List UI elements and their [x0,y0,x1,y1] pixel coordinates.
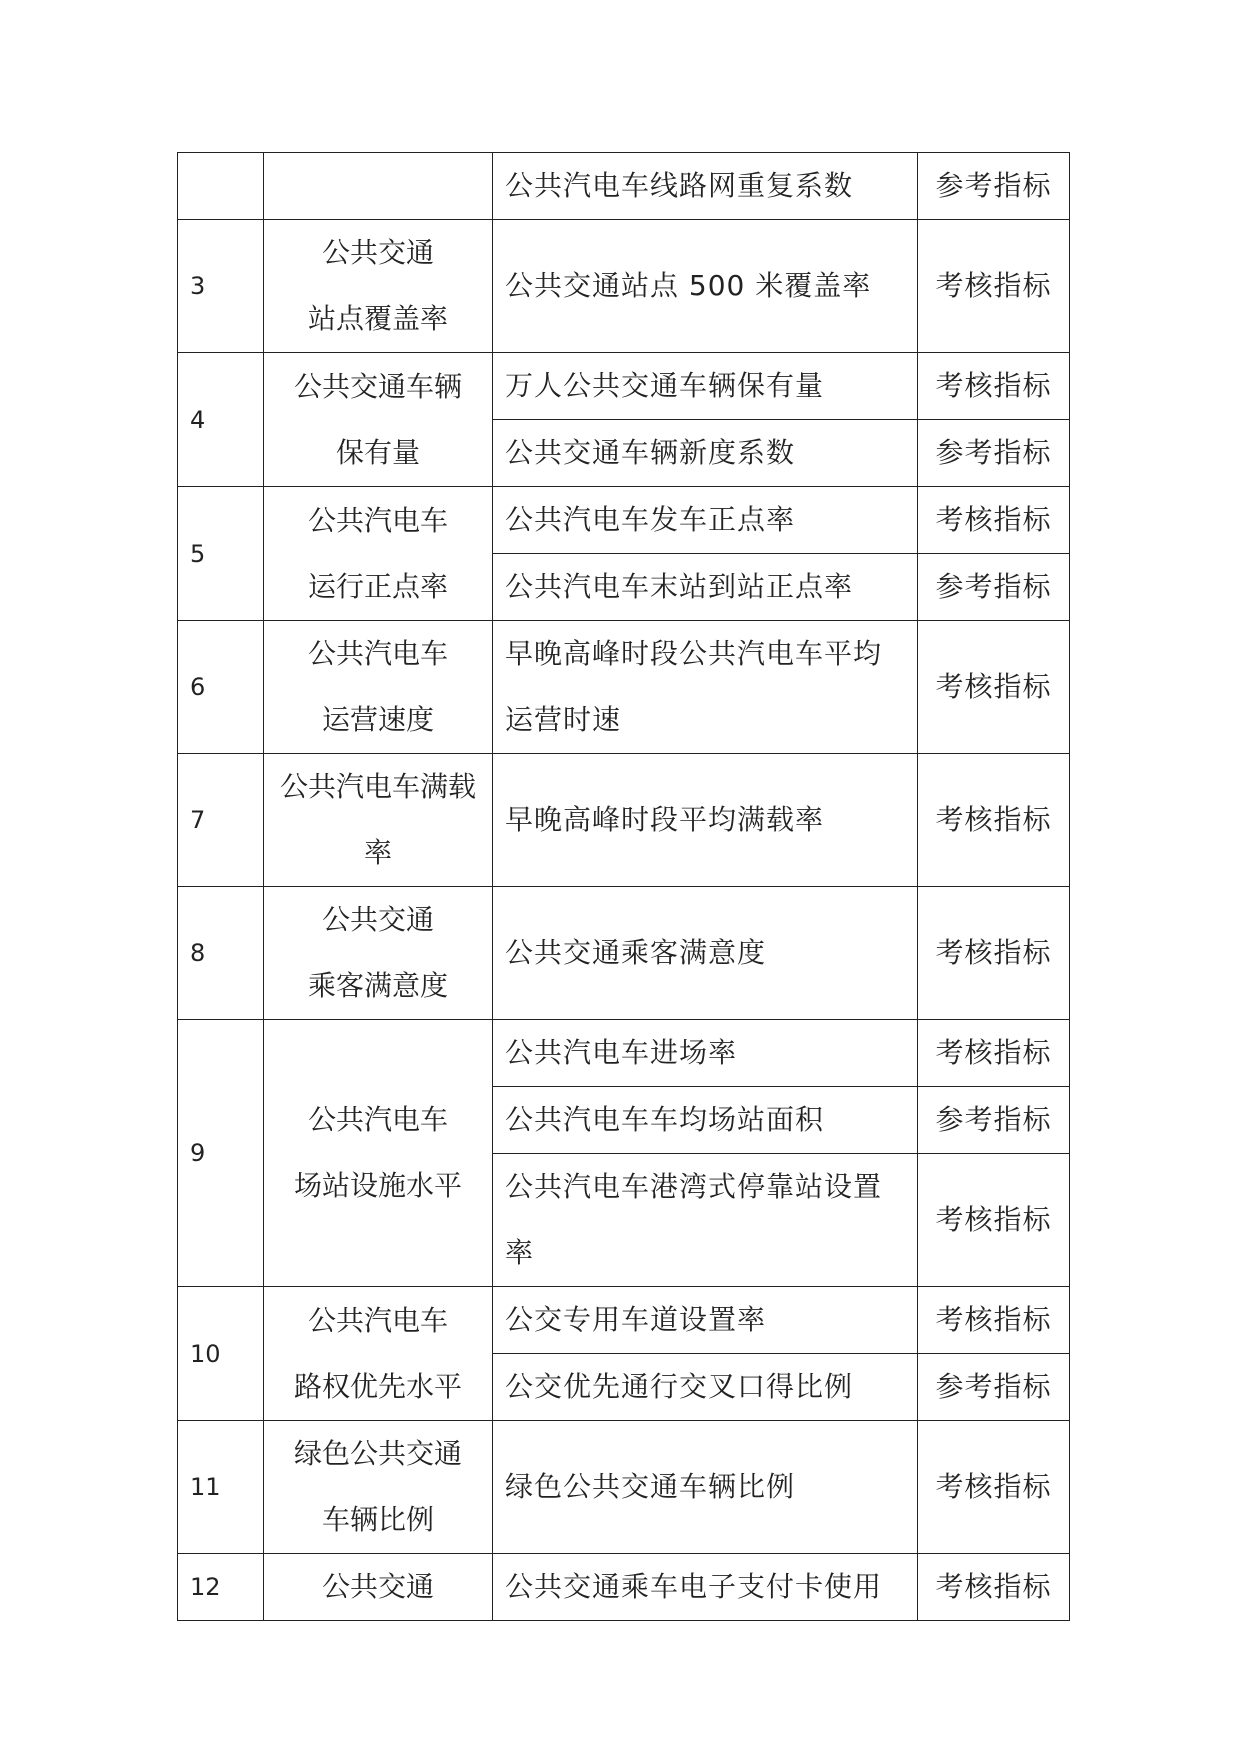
indicator-type: 考核指标 [918,621,1070,754]
table-row [178,1554,1070,1621]
category-line: 公共交通 [321,236,434,269]
indicator-line: 率 [505,1236,535,1269]
row-number: 10 [178,1287,264,1421]
table-row [178,1287,1070,1354]
table-row [178,353,1070,420]
indicator-name: 绿色公共交通车辆比例 [493,1421,918,1554]
indicator-type: 考核指标 [918,1154,1070,1287]
indicator-category [264,621,493,754]
indicator-name: 公共汽电车线路网重复系数 [493,153,918,220]
row-number [178,153,264,220]
indicator-name: 公交优先通行交叉口得比例 [493,1354,918,1421]
indicator-type: 考核指标 [918,220,1070,353]
category-line: 公共汽电车 [307,1303,448,1337]
row-number: 4 [178,353,264,487]
category-line: 公共交通车辆 [293,369,462,403]
indicator-line: 早晚高峰时段公共汽电车平均 [505,637,883,670]
indicator-name: 公共汽电车发车正点率 [493,487,918,554]
indicator-type: 参考指标 [918,153,1070,220]
row-number: 3 [178,220,264,353]
row-number: 5 [178,487,264,621]
row-number: 7 [178,754,264,887]
category-line: 运行正点率 [307,569,448,603]
category-line: 运营速度 [321,703,434,736]
row-number: 11 [178,1421,264,1554]
row-number: 6 [178,621,264,754]
category-line: 保有量 [335,435,420,469]
indicator-category [264,1020,493,1287]
indicator-category [264,487,493,621]
indicator-category [264,153,493,220]
indicator-type: 参考指标 [918,1087,1070,1154]
indicator-type: 考核指标 [918,353,1070,420]
indicator-line: 运营时速 [505,703,622,736]
indicator-name: 公交专用车道设置率 [493,1287,918,1354]
indicator-category [264,754,493,887]
indicator-category [264,887,493,1020]
row-number: 9 [178,1020,264,1287]
category-line: 绿色公共交通 [293,1437,462,1470]
category-line: 公共汽电车满载 [279,770,476,803]
indicator-type: 参考指标 [918,420,1070,487]
indicator-type: 参考指标 [918,1354,1070,1421]
row-number: 8 [178,887,264,1020]
category-line: 车辆比例 [321,1503,434,1536]
category-line: 站点覆盖率 [307,302,448,335]
indicator-type: 考核指标 [918,1554,1070,1621]
indicator-type: 考核指标 [918,1287,1070,1354]
indicator-name: 公共交通乘车电子支付卡使用 [493,1554,918,1621]
indicator-name [493,621,918,754]
indicator-name: 公共交通站点 500 米覆盖率 [493,220,918,353]
indicator-name: 万人公共交通车辆保有量 [493,353,918,420]
indicator-category [264,353,493,487]
category-line: 公共汽电车 [307,503,448,537]
table-row [178,1020,1070,1087]
indicator-type: 考核指标 [918,1421,1070,1554]
indicator-line: 公共汽电车港湾式停靠站设置 [505,1170,883,1203]
category-line: 公共汽电车 [307,1103,448,1136]
category-line: 乘客满意度 [307,969,448,1002]
indicator-type: 考核指标 [918,487,1070,554]
indicator-name: 公共汽电车车均场站面积 [493,1087,918,1154]
indicator-table [177,152,1070,1621]
indicator-name: 公共汽电车末站到站正点率 [493,554,918,621]
indicator-type: 考核指标 [918,1020,1070,1087]
indicator-type: 参考指标 [918,554,1070,621]
indicator-category [264,1287,493,1421]
category-line: 率 [363,836,392,869]
indicator-name: 公共交通车辆新度系数 [493,420,918,487]
indicator-name [493,1154,918,1287]
indicator-category [264,220,493,353]
indicator-name: 早晚高峰时段平均满载率 [493,754,918,887]
table-row [178,153,1070,220]
category-line: 路权优先水平 [293,1369,462,1403]
indicator-category [264,1421,493,1554]
row-number: 12 [178,1554,264,1621]
indicator-category: 公共交通 [264,1554,493,1621]
category-line: 公共交通 [321,903,434,936]
table-row [178,487,1070,554]
indicator-name: 公共汽电车进场率 [493,1020,918,1087]
indicator-type: 考核指标 [918,887,1070,1020]
indicator-type: 考核指标 [918,754,1070,887]
indicator-name: 公共交通乘客满意度 [493,887,918,1020]
category-line: 公共汽电车 [307,637,448,670]
category-line: 场站设施水平 [293,1169,462,1202]
